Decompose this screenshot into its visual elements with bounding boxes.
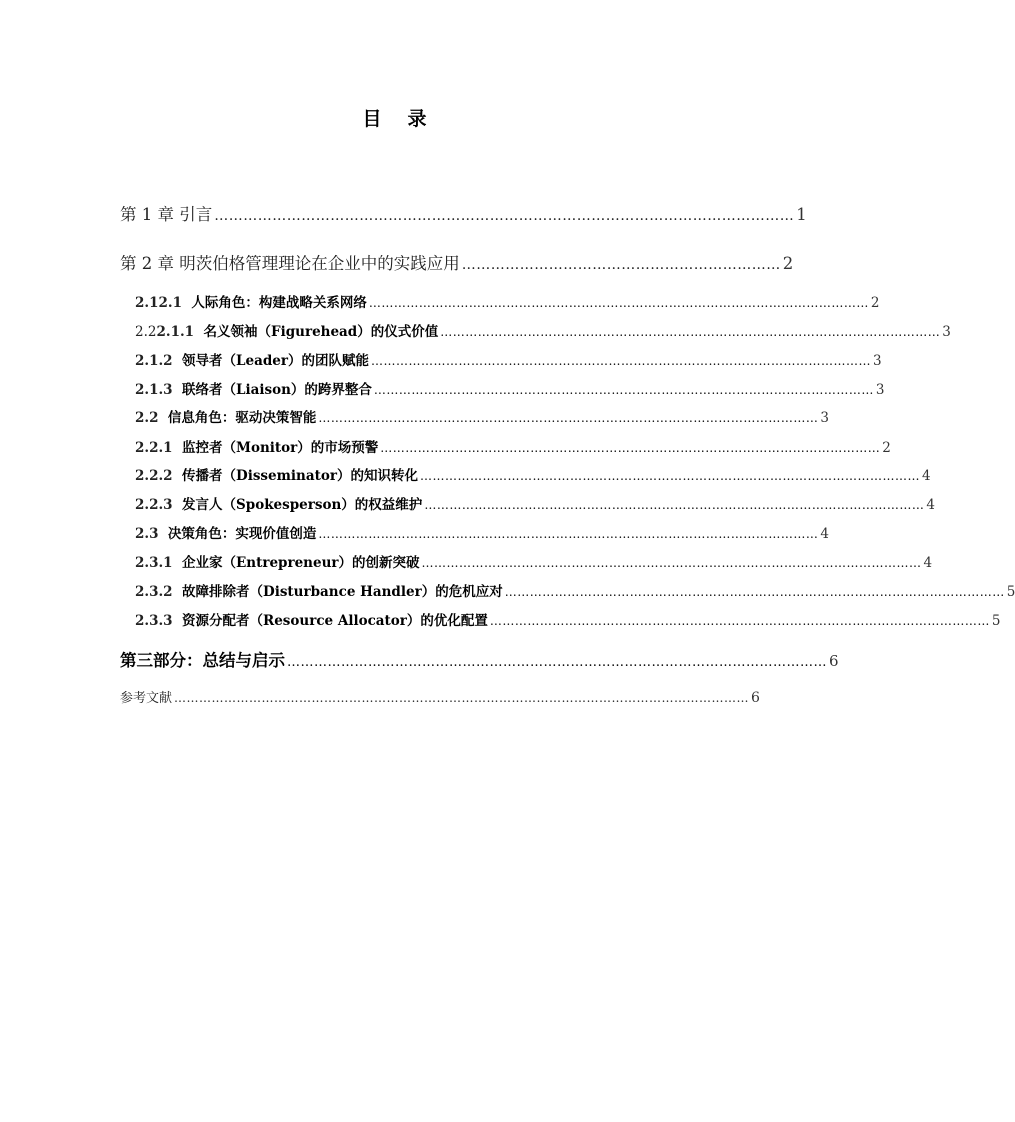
toc-entry-title: 企业家（Entrepreneur）的创新突破 [182,555,420,571]
toc-title-part2: 录 [407,108,431,130]
toc-page-number: 5 [991,613,1001,629]
dot-leader: ………………………………………………………………………………………………………… [287,655,827,670]
toc-section-number-prefix: 2.2 [135,324,157,340]
toc-section-number: 2.3.1 [135,555,173,571]
toc-section-number: 2.3.3 [135,613,173,629]
toc-title [0,104,793,131]
toc-entry-title: 资源分配者（Resource Allocator）的优化配置 [182,613,488,629]
toc-entry-2-2-1[interactable] [135,436,891,456]
dot-leader: ………………………………………………………………………………………………………………………… [174,691,750,705]
toc-entry-2-3-3[interactable] [135,609,1001,629]
toc-section-number: 2.2.3 [135,497,173,513]
toc-section-number: 2.1.1 [156,324,195,340]
toc-entry-title: 故障排除者（Disturbance Handler）的危机应对 [182,584,503,600]
toc-page-number: 3 [872,353,882,369]
dot-leader: ………………………………………………………………………………………………………… [318,527,819,541]
dot-leader: ………………………………………………………………………………………………………… [421,556,922,570]
toc-entry-title: 决策角色：实现价值创造 [167,526,317,542]
toc-page-number: 2 [870,295,880,311]
toc-page-number: 4 [926,497,935,513]
toc-section-number: 2.2.1 [135,440,173,456]
dot-leader: ………………………………………………………………………………………………………… [489,614,990,628]
toc-entry-title: 人际角色：构建战略关系网络 [191,295,367,311]
toc-entry-2-1-3[interactable] [135,378,885,398]
toc-entry-title: 领导者（Leader）的团队赋能 [182,353,369,369]
toc-entry-2-2-3[interactable] [135,493,935,513]
toc-entry-2-2-2[interactable] [135,464,931,484]
toc-page-number: 2 [882,440,891,456]
toc-page-number: 4 [820,526,829,542]
toc-page-number: 2 [782,254,794,273]
dot-leader: ………………………………………………………………………………………………………… [373,383,874,397]
toc-entry-part-3[interactable] [120,647,839,671]
toc-section-number: 2.1.3 [135,382,173,398]
toc-entry-label: 第 1 章 引言 [120,205,213,224]
toc-entry-label: 第三部分：总结与启示 [120,651,285,670]
toc-entry-title: 名义领袖（Figurehead）的仪式价值 [203,324,439,340]
dot-leader: ………………………………………………………………………………………………………… [318,411,819,425]
toc-section-number: 2.3.2 [135,584,173,600]
dot-leader: ………………………………………………………………………………………………………… [504,585,1005,599]
toc-page-number: 5 [1006,584,1015,600]
toc-section-number: 2.12.1 [135,295,182,311]
toc-section-number: 2.1.2 [135,353,173,369]
toc-entry-2-1-2[interactable] [135,349,882,369]
dot-leader: ………………………………………………………………………………………………………… [370,354,871,368]
toc-entry-title: 监控者（Monitor）的市场预警 [182,440,379,456]
toc-section-number: 2.2 [135,410,159,426]
toc-entry-2-2[interactable] [135,406,829,426]
toc-page-number: 4 [921,468,931,484]
dot-leader: ………………………………………………………………………………………………………… [214,208,795,224]
dot-leader: ………………………………………………………………………………………………………… [440,325,941,339]
toc-page-number: 4 [923,555,933,571]
toc-title-part1: 目 [362,108,386,130]
toc-section-number: 2.3 [135,526,159,542]
toc-page-number: 3 [942,324,951,340]
toc-page-number: 3 [875,382,885,398]
toc-entry-label: 参考文献 [120,691,173,706]
toc-page-number: 6 [751,690,760,706]
toc-entry-2-3[interactable] [135,522,829,542]
dot-leader: ………………………………………………………………………………………………………… [419,469,920,483]
dot-leader: ………………………………………………………………………………………………………… [380,441,881,455]
toc-entry-chapter-2[interactable] [120,250,794,274]
toc-entry-title: 传播者（Disseminator）的知识转化 [182,468,418,484]
dot-leader: ………………………………………………………… [461,257,781,273]
toc-entry-2-12-1[interactable] [135,291,880,311]
toc-entry-references[interactable] [120,687,760,706]
toc-entry-label: 第 2 章 明茨伯格管理理论在企业中的实践应用 [120,254,460,273]
toc-page-number: 6 [829,652,839,670]
toc-page-number: 1 [796,205,807,224]
dot-leader: ………………………………………………………………………………………………………… [424,498,925,512]
toc-entry-chapter-1[interactable] [120,201,807,225]
toc-entry-title: 信息角色：驱动决策智能 [167,410,317,426]
toc-entry-2-3-1[interactable] [135,551,933,571]
dot-leader: ………………………………………………………………………………………………………… [368,296,869,310]
toc-entry-2-2-1-1[interactable] [135,320,951,340]
toc-section-number: 2.2.2 [135,468,173,484]
toc-entry-2-3-2[interactable] [135,580,1015,600]
toc-entry-title: 发言人（Spokesperson）的权益维护 [182,497,423,513]
toc-page-number: 3 [820,410,829,426]
toc-entry-title: 联络者（Liaison）的跨界整合 [182,382,372,398]
